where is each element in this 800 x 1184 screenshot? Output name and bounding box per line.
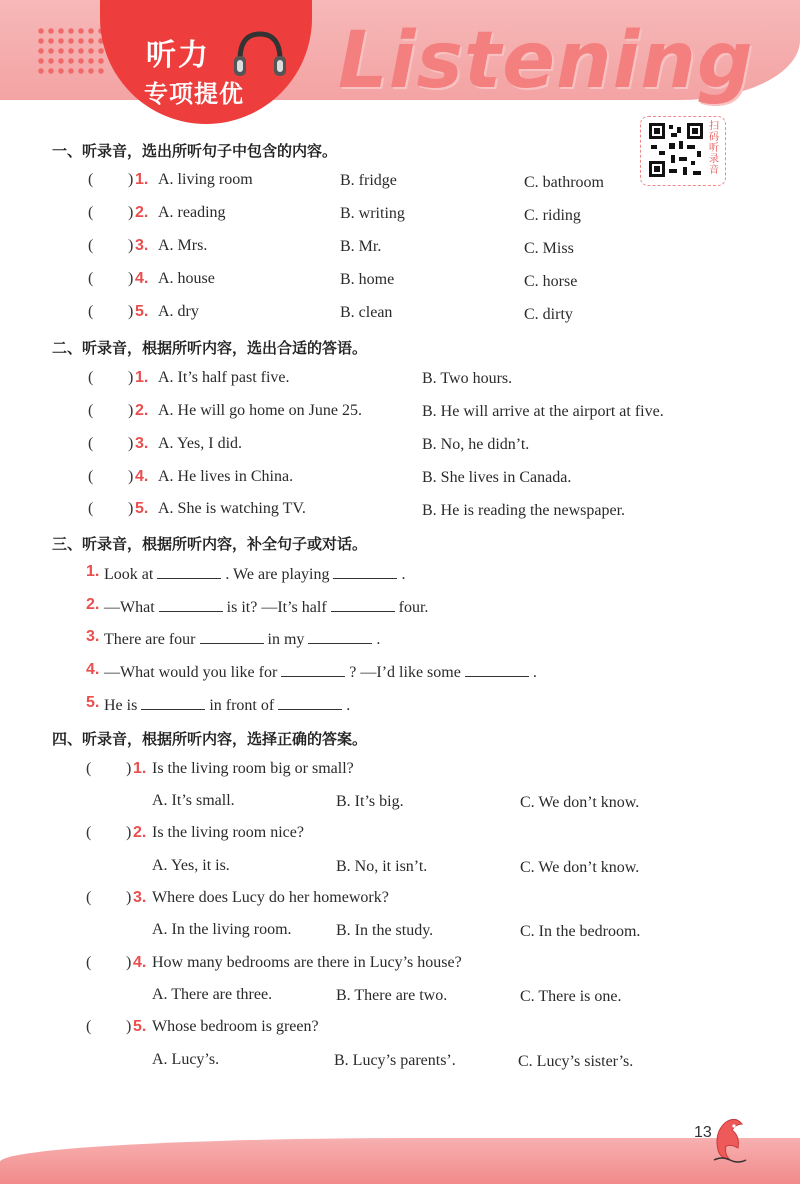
option-a[interactable]: A. house: [158, 270, 215, 287]
sentence-part: is it? —It’s half: [226, 599, 327, 616]
fill-sentence: [104, 597, 428, 617]
sentence-part: . We are playing: [225, 566, 330, 583]
question-number: 1.: [133, 760, 147, 777]
section3-title: 三、听录音，根据所听内容，补全句子或对话。: [52, 535, 368, 553]
sentence-part: Look at: [104, 566, 154, 583]
option-a[interactable]: A. He lives in China.: [158, 468, 294, 485]
answer-paren-close: ): [126, 760, 132, 777]
question-number: 5.: [135, 500, 149, 517]
question-text: How many bedrooms are there in Lucy’s house?: [152, 954, 462, 971]
option-a[interactable]: A. living room: [158, 171, 253, 188]
question-number: 3.: [135, 435, 149, 452]
option-a[interactable]: A. It’s half past five.: [158, 369, 290, 386]
option-c[interactable]: C. Lucy’s sister’s.: [518, 1053, 634, 1070]
sentence-part: .: [376, 631, 381, 648]
badge-subtitle: 专项提优: [144, 80, 244, 108]
option-a[interactable]: A. Yes, it is.: [152, 857, 230, 874]
question-number: 1.: [86, 563, 100, 580]
option-c[interactable]: C. bathroom: [524, 174, 604, 191]
option-b[interactable]: B. Lucy’s parents’.: [334, 1052, 456, 1069]
answer-paren-open[interactable]: (: [86, 824, 92, 841]
option-b[interactable]: B. She lives in Canada.: [422, 469, 572, 486]
answer-blank[interactable]: [141, 695, 205, 710]
qr-panel[interactable]: [640, 116, 726, 186]
answer-paren-open[interactable]: (: [88, 237, 94, 254]
question-text: Where does Lucy do her homework?: [152, 889, 389, 906]
answer-blank[interactable]: [465, 662, 529, 677]
sentence-part: ? —I’d like some: [349, 664, 461, 681]
option-a[interactable]: A. Lucy’s.: [152, 1051, 220, 1068]
answer-paren-close: ): [128, 270, 134, 287]
question-text: Is the living room big or small?: [152, 760, 354, 777]
option-b[interactable]: B. No, it isn’t.: [336, 858, 428, 875]
question-text: Is the living room nice?: [152, 824, 304, 841]
answer-paren-close: ): [126, 1018, 132, 1035]
qr-caption: 扫码听录音: [709, 121, 719, 176]
sentence-part: four.: [398, 599, 429, 616]
sentence-part: in my: [267, 631, 305, 648]
option-c[interactable]: C. In the bedroom.: [520, 923, 641, 940]
answer-paren-open[interactable]: (: [88, 270, 94, 287]
option-b[interactable]: B. He is reading the newspaper.: [422, 502, 626, 519]
answer-paren-close: ): [126, 889, 132, 906]
answer-paren-open[interactable]: (: [88, 171, 94, 188]
qr-code-icon[interactable]: [647, 121, 705, 179]
option-a[interactable]: A. Yes, I did.: [158, 435, 243, 452]
section2-title: 二、听录音，根据所听内容，选出合适的答语。: [52, 339, 368, 357]
option-b[interactable]: B. It’s big.: [336, 793, 404, 810]
option-a[interactable]: A. There are three.: [152, 986, 273, 1003]
answer-paren-close: ): [128, 171, 134, 188]
answer-paren-close: ): [128, 402, 134, 419]
option-a[interactable]: A. Mrs.: [158, 237, 208, 254]
dot-pattern: [36, 26, 106, 76]
badge-title: 听力: [146, 38, 210, 73]
question-number: 5.: [86, 694, 100, 711]
option-b[interactable]: B. No, he didn’t.: [422, 436, 530, 453]
answer-blank[interactable]: [200, 629, 264, 644]
question-number: 4.: [135, 270, 149, 287]
option-c[interactable]: C. horse: [524, 273, 578, 290]
option-a[interactable]: A. He will go home on June 25.: [158, 402, 362, 419]
question-number: 3.: [133, 889, 147, 906]
answer-paren-close: ): [128, 468, 134, 485]
sentence-part: in front of: [209, 697, 275, 714]
option-a[interactable]: A. dry: [158, 303, 199, 320]
answer-paren-open[interactable]: (: [86, 1018, 92, 1035]
answer-paren-open[interactable]: (: [88, 303, 94, 320]
question-number: 2.: [135, 402, 149, 419]
answer-paren-open[interactable]: (: [88, 402, 94, 419]
answer-blank[interactable]: [331, 597, 395, 612]
question-number: 3.: [135, 237, 149, 254]
option-c[interactable]: C. dirty: [524, 306, 573, 323]
section4-title: 四、听录音，根据所听内容，选择正确的答案。: [52, 730, 368, 748]
sentence-part: He is: [104, 697, 138, 714]
section1-title: 一、听录音，选出所听句子中包含的内容。: [52, 142, 338, 160]
question-number: 2.: [135, 204, 149, 221]
answer-paren-close: ): [126, 824, 132, 841]
question-number: 4.: [133, 954, 147, 971]
answer-paren-close: ): [128, 303, 134, 320]
answer-blank[interactable]: [157, 564, 221, 579]
option-a[interactable]: A. It’s small.: [152, 792, 235, 809]
answer-paren-close: ): [128, 369, 134, 386]
answer-paren-open[interactable]: (: [88, 204, 94, 221]
option-c[interactable]: C. riding: [524, 207, 581, 224]
question-number: 5.: [135, 303, 149, 320]
answer-blank[interactable]: [159, 597, 223, 612]
answer-paren-open[interactable]: (: [86, 954, 92, 971]
option-b[interactable]: B. He will arrive at the airport at five.: [422, 403, 664, 420]
question-number: 2.: [86, 596, 100, 613]
option-c[interactable]: C. We don’t know.: [520, 859, 640, 876]
option-a[interactable]: A. reading: [158, 204, 226, 221]
answer-blank[interactable]: [278, 695, 342, 710]
answer-paren-close: ): [128, 237, 134, 254]
listening-wordmark: Listening: [338, 16, 754, 106]
sentence-part: .: [346, 697, 351, 714]
question-text: Whose bedroom is green?: [152, 1018, 319, 1035]
question-number: 1.: [135, 171, 149, 188]
answer-paren-close: ): [126, 954, 132, 971]
question-number: 5.: [133, 1018, 147, 1035]
option-b[interactable]: B. clean: [340, 304, 393, 321]
option-b[interactable]: B. home: [340, 271, 395, 288]
page-number: 13: [694, 1124, 712, 1141]
answer-blank[interactable]: [281, 662, 345, 677]
sentence-part: There are four: [104, 631, 196, 648]
option-b[interactable]: B. Mr.: [340, 238, 382, 255]
question-number: 4.: [135, 468, 149, 485]
sentence-part: .: [401, 566, 406, 583]
option-c[interactable]: C. There is one.: [520, 988, 622, 1005]
question-number: 1.: [135, 369, 149, 386]
fill-sentence: [104, 662, 537, 682]
answer-paren-open[interactable]: (: [88, 435, 94, 452]
question-number: 4.: [86, 661, 100, 678]
option-a[interactable]: A. She is watching TV.: [158, 500, 306, 517]
option-c[interactable]: C. Miss: [524, 240, 574, 257]
sentence-part: —What would you like for: [104, 664, 278, 681]
headphones-icon: [230, 26, 290, 82]
answer-paren-close: ): [128, 435, 134, 452]
option-b[interactable]: B. There are two.: [336, 987, 448, 1004]
option-b[interactable]: B. In the study.: [336, 922, 434, 939]
option-c[interactable]: C. We don’t know.: [520, 794, 640, 811]
option-b[interactable]: B. fridge: [340, 172, 397, 189]
question-number: 2.: [133, 824, 147, 841]
answer-paren-open[interactable]: (: [88, 500, 94, 517]
fill-sentence: [104, 629, 380, 649]
footer-band: [0, 1138, 800, 1184]
answer-blank[interactable]: [333, 564, 397, 579]
option-b[interactable]: B. writing: [340, 205, 405, 222]
answer-paren-close: ): [128, 204, 134, 221]
sentence-part: .: [532, 664, 537, 681]
answer-paren-open[interactable]: (: [88, 468, 94, 485]
option-b[interactable]: B. Two hours.: [422, 370, 513, 387]
dolphin-mascot-icon: [710, 1114, 750, 1164]
answer-paren-close: ): [128, 500, 134, 517]
question-number: 3.: [86, 628, 100, 645]
answer-paren-open[interactable]: (: [86, 889, 92, 906]
option-a[interactable]: A. In the living room.: [152, 921, 292, 938]
answer-paren-open[interactable]: (: [88, 369, 94, 386]
fill-sentence: [104, 695, 350, 715]
fill-sentence: [104, 564, 405, 584]
sentence-part: —What: [104, 599, 155, 616]
answer-paren-open[interactable]: (: [86, 760, 92, 777]
answer-blank[interactable]: [308, 629, 372, 644]
